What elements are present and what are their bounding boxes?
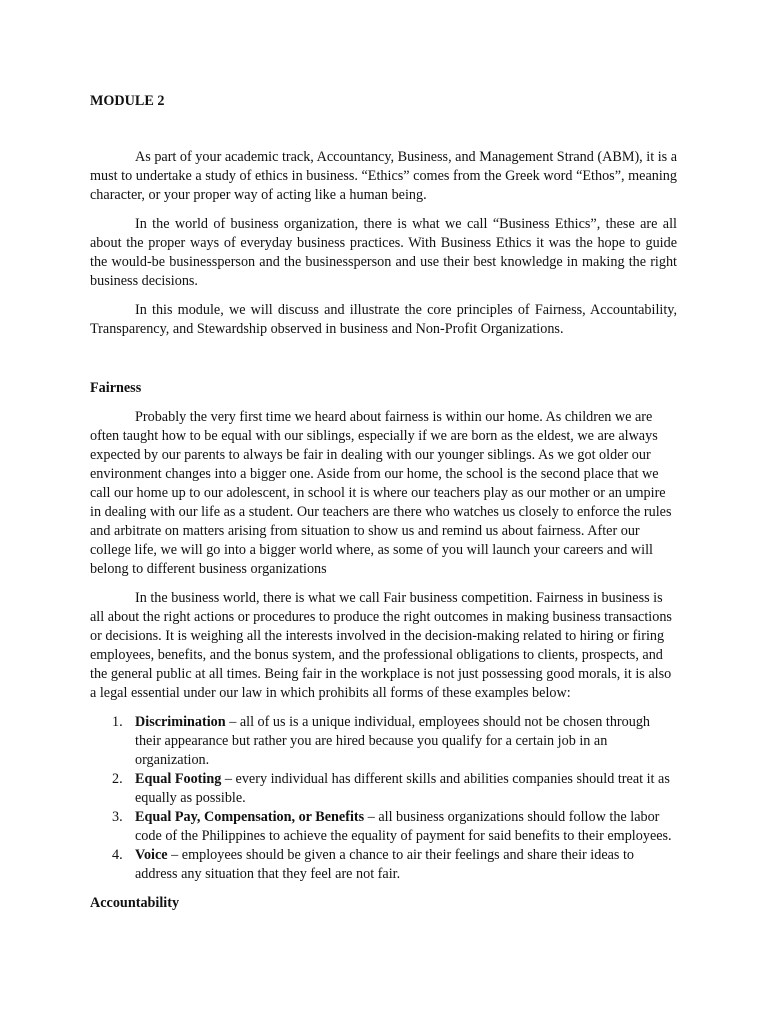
fairness-paragraph-1: Probably the very first time we heard about fairness is within our home. As children we are often taught how to be equal with our siblings, especially if we are born as the eldest, we are always expected by our parents to always be fair in dealing with our younger siblings. As we got older our environment changes into a bigger one. Aside from our home, the school is the second place that we call our home up to our adolescent, in school it is where our teachers play as our mother or an umpire in dealing with our life as a student. Our teachers are there who watches us closely to enforce the rules and arbitrate on matters arising from situation to show us and remind us about fairness. After our college life, we will go into a bigger world where, as some of you will launch your careers and will belong to different business organizations [90,409,672,577]
fairness-prohibitions-list [90,713,677,884]
list-item-number: 2. [112,771,123,787]
intro-paragraph-1: As part of your academic track, Accountancy, Business, and Management Strand (ABM), it is a must to undertake a study of ethics in business. “Ethics” comes from the Greek word “Ethos”, meaning character, or your proper way of acting like a human being. [90,149,677,203]
list-item-term: Voice [135,847,168,863]
document-page [90,92,677,913]
list-item [90,808,677,846]
list-item-number: 1. [112,714,123,730]
list-item-text: – every individual has different skills and abilities companies should treat it as equally as possible. [135,771,670,806]
module-title: MODULE 2 [90,93,165,109]
intro-paragraph-3: In this module, we will discuss and illustrate the core principles of Fairness, Accountability, Transparency, and Stewardship observed in business and Non-Profit Organizations. [90,302,677,337]
section-title-accountability: Accountability [90,895,180,911]
list-item-term: Discrimination [135,714,226,730]
list-item-term: Equal Pay, Compensation, or Benefits [135,809,365,825]
list-item-number: 3. [112,809,123,825]
list-item-text: – employees should be given a chance to air their feelings and share their ideas to address any situation that they feel are not fair. [135,847,635,882]
fairness-paragraph-2: In the business world, there is what we call Fair business competition. Fairness in business is all about the right actions or procedures to produce the right outcomes in making business transactions or decisions. It is weighing all the interests involved in the decision-making related to hiring or firing employees, benefits, and the bonus system, and the professional obligations to clients, prospects, and the general public at all times. Being fair in the workplace is not just possessing good morals, it is also a legal essential under our law in which prohibits all forms of these examples below: [90,590,672,701]
section-spacer [90,349,677,379]
list-item [90,713,677,770]
list-item-text: – all business organizations should follow the labor code of the Philippines to achieve the equality of payment for said benefits to their employees. [135,809,672,844]
list-item-text: – all of us is a unique individual, employees should not be chosen through their appearance but rather you are hired because you qualify for a certain job in an organization. [135,714,651,768]
list-item-number: 4. [112,847,123,863]
list-item [90,846,677,884]
intro-paragraph-2: In the world of business organization, there is what we call “Business Ethics”, these are all about the proper ways of everyday business practices. With Business Ethics it was the hope to guide the would-be businessperson and the businessperson and use their best knowledge in making the right business decisions. [90,216,677,289]
list-item-term: Equal Footing [135,771,222,787]
section-title-fairness: Fairness [90,380,142,396]
list-item [90,770,677,808]
